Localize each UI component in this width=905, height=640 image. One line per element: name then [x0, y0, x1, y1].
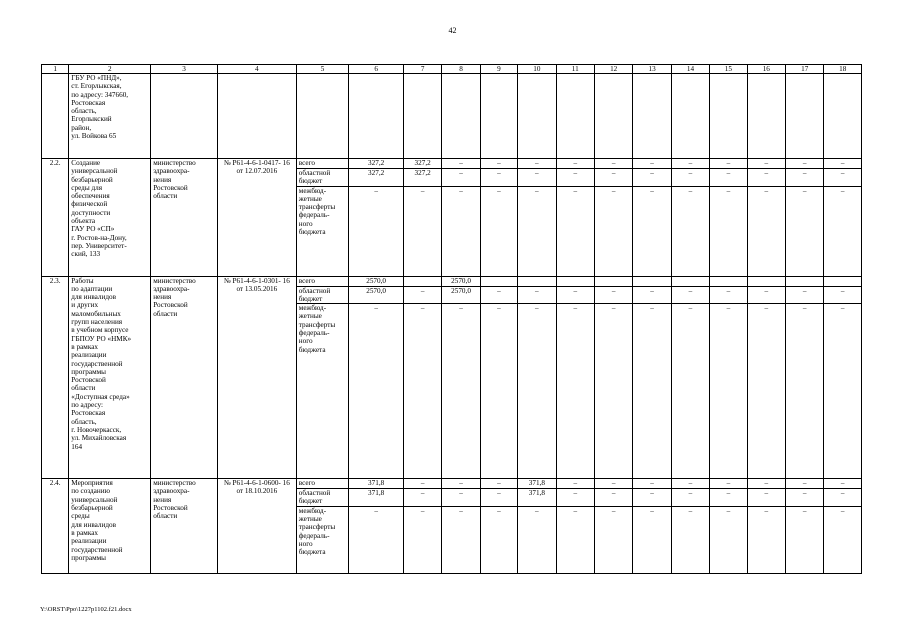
value-cell: – [785, 159, 823, 169]
value-cell [556, 276, 594, 286]
value-cell: – [594, 286, 632, 304]
empty-cell [349, 74, 404, 159]
value-cell: – [349, 304, 404, 479]
value-cell: – [785, 489, 823, 507]
value-cell [480, 276, 517, 286]
value-cell: – [480, 489, 517, 507]
funding-source: областной бюджет [296, 169, 349, 187]
item-name: Мероприятия по созданию универсальной безбарьерной среды для инвалидов в рамках реализации государственной программы [69, 479, 151, 574]
value-cell: – [785, 304, 823, 479]
value-cell: – [633, 286, 671, 304]
item-ministry: министерство здравоохра- нения Ростовской области [151, 159, 218, 277]
header-cell: 13 [633, 65, 671, 74]
empty-cell [518, 74, 556, 159]
table-row [42, 74, 862, 159]
value-cell: 2570,0 [442, 286, 480, 304]
value-cell: – [785, 186, 823, 276]
header-cell: 9 [480, 65, 517, 74]
value-cell: – [710, 506, 747, 573]
header-cell: 11 [556, 65, 594, 74]
funding-source: межбюд- жетные трансферты федераль- ного бюджета [296, 304, 349, 479]
value-cell: – [710, 304, 747, 479]
header-cell: 10 [518, 65, 556, 74]
value-cell: – [442, 489, 480, 507]
value-cell [594, 276, 632, 286]
value-cell: – [518, 186, 556, 276]
header-cell: 16 [747, 65, 785, 74]
value-cell: 371,8 [349, 489, 404, 507]
value-cell: – [518, 286, 556, 304]
header-cell: 2 [69, 65, 151, 74]
value-cell: 2570,0 [442, 276, 480, 286]
funding-source: межбюд- жетные трансферты федераль- ного бюджета [296, 506, 349, 573]
header-cell: 15 [710, 65, 747, 74]
value-cell: – [403, 506, 441, 573]
value-cell: – [671, 489, 709, 507]
empty-cell [671, 74, 709, 159]
header-cell: 18 [824, 65, 862, 74]
value-cell: – [518, 506, 556, 573]
value-cell [403, 276, 441, 286]
value-cell: – [633, 489, 671, 507]
item-document: № Р61-4-6-1-0301- 16 от 13.05.2016 [217, 276, 296, 479]
funding-source: межбюд- жетные трансферты федераль- ного бюджета [296, 186, 349, 276]
value-cell: – [747, 479, 785, 489]
empty-cell [824, 74, 862, 159]
header-cell: 17 [785, 65, 823, 74]
value-cell: – [442, 304, 480, 479]
value-cell: – [824, 304, 862, 479]
value-cell: 327,2 [349, 159, 404, 169]
value-cell: – [747, 489, 785, 507]
item-number: 2.2. [42, 159, 69, 277]
value-cell: – [594, 186, 632, 276]
header-cell: 4 [217, 65, 296, 74]
value-cell: – [824, 506, 862, 573]
value-cell: – [556, 489, 594, 507]
value-cell: – [403, 479, 441, 489]
value-cell [633, 276, 671, 286]
empty-cell [556, 74, 594, 159]
item-number: 2.3. [42, 276, 69, 479]
value-cell: – [671, 506, 709, 573]
value-cell: – [594, 169, 632, 187]
value-cell [518, 276, 556, 286]
value-cell [785, 276, 823, 286]
empty-cell [785, 74, 823, 159]
value-cell: – [442, 506, 480, 573]
value-cell: – [556, 286, 594, 304]
value-cell: – [633, 479, 671, 489]
value-cell: – [403, 286, 441, 304]
item-ministry: министерство здравоохра- нения Ростовской области [151, 276, 218, 479]
table-row [42, 479, 862, 489]
header-row [42, 65, 862, 74]
value-cell: – [824, 169, 862, 187]
value-cell: – [556, 159, 594, 169]
value-cell [747, 276, 785, 286]
value-cell: – [594, 304, 632, 479]
value-cell: – [442, 479, 480, 489]
value-cell: – [556, 169, 594, 187]
item-name: ГБУ РО «ПНД», ст. Егорлыкская, по адресу: 347660, Ростовская область, Егорлыкский район, ул. Войкова 65 [69, 74, 151, 159]
value-cell: – [594, 506, 632, 573]
value-cell: – [518, 169, 556, 187]
value-cell: – [403, 186, 441, 276]
funding-source: областной бюджет [296, 286, 349, 304]
item-ministry: министерство здравоохра- нения Ростовской области [151, 479, 218, 574]
value-cell: – [747, 304, 785, 479]
value-cell: – [710, 169, 747, 187]
value-cell: – [403, 489, 441, 507]
value-cell [671, 276, 709, 286]
empty-cell [403, 74, 441, 159]
value-cell: – [747, 186, 785, 276]
value-cell: – [824, 479, 862, 489]
empty-cell [633, 74, 671, 159]
header-cell: 5 [296, 65, 349, 74]
value-cell: – [671, 479, 709, 489]
value-cell: – [480, 479, 517, 489]
value-cell: – [480, 304, 517, 479]
value-cell: – [480, 169, 517, 187]
value-cell: – [349, 186, 404, 276]
value-cell: – [403, 304, 441, 479]
item-name: Работы по адаптации для инвалидов и других маломобильных групп населения в учебном корпусе ГБПОУ РО «НМК» в рамках реализации государственной программы Ростовской области «Доступная среда» по адресу: Ростовская область, г. Новочеркасск, ул. Михайловская 164 [69, 276, 151, 479]
value-cell: – [594, 479, 632, 489]
header-cell: 14 [671, 65, 709, 74]
item-number: 2.4. [42, 479, 69, 574]
value-cell: – [594, 159, 632, 169]
value-cell: – [556, 479, 594, 489]
value-cell: – [785, 506, 823, 573]
value-cell: – [633, 186, 671, 276]
value-cell: – [710, 186, 747, 276]
value-cell: – [556, 304, 594, 479]
value-cell: 371,8 [518, 489, 556, 507]
value-cell: – [824, 286, 862, 304]
value-cell: – [480, 506, 517, 573]
value-cell: – [556, 506, 594, 573]
header-cell: 1 [42, 65, 69, 74]
funding-source: всего [296, 276, 349, 286]
value-cell: – [785, 479, 823, 489]
value-cell [824, 276, 862, 286]
funding-source: областной бюджет [296, 489, 349, 507]
value-cell: – [747, 506, 785, 573]
value-cell: – [442, 159, 480, 169]
table-row [42, 276, 862, 286]
value-cell: – [785, 169, 823, 187]
value-cell: – [785, 286, 823, 304]
value-cell: 2570,0 [349, 286, 404, 304]
table-row [42, 159, 862, 169]
value-cell: 327,2 [403, 159, 441, 169]
value-cell: 371,8 [518, 479, 556, 489]
empty-cell [710, 74, 747, 159]
value-cell: 371,8 [349, 479, 404, 489]
empty-cell [296, 74, 349, 159]
value-cell: – [710, 489, 747, 507]
value-cell: – [671, 304, 709, 479]
financing-table [41, 64, 862, 574]
value-cell: – [518, 159, 556, 169]
header-cell: 12 [594, 65, 632, 74]
empty-cell [442, 74, 480, 159]
value-cell: – [442, 186, 480, 276]
funding-source: всего [296, 479, 349, 489]
value-cell: – [747, 286, 785, 304]
empty-cell [594, 74, 632, 159]
footer-file-path: Y:\ORST\Ppo\1227p1102.f21.docx [40, 606, 132, 613]
header-cell: 7 [403, 65, 441, 74]
value-cell: – [480, 286, 517, 304]
value-cell: – [442, 169, 480, 187]
value-cell: – [671, 159, 709, 169]
value-cell: – [824, 489, 862, 507]
header-cell: 8 [442, 65, 480, 74]
value-cell: – [710, 159, 747, 169]
value-cell: – [518, 304, 556, 479]
value-cell: – [747, 169, 785, 187]
value-cell: – [633, 304, 671, 479]
value-cell: – [349, 506, 404, 573]
empty-cell [747, 74, 785, 159]
value-cell: – [594, 489, 632, 507]
value-cell: – [480, 159, 517, 169]
value-cell: – [671, 286, 709, 304]
value-cell: – [633, 506, 671, 573]
value-cell [710, 276, 747, 286]
value-cell: – [671, 186, 709, 276]
funding-source: всего [296, 159, 349, 169]
item-name: Создание универсальной безбарьерной среды для обеспечения физической доступности объекта ГАУ РО «СП» г. Ростов-на-Дону, пер. Университет- ский, 133 [69, 159, 151, 277]
header-cell: 3 [151, 65, 218, 74]
item-document: № Р61-4-6-1-0417- 16 от 12.07.2016 [217, 159, 296, 277]
value-cell: 327,2 [349, 169, 404, 187]
empty-cell [480, 74, 517, 159]
value-cell: – [747, 159, 785, 169]
item-number [42, 74, 69, 159]
value-cell: – [480, 186, 517, 276]
value-cell: – [824, 186, 862, 276]
value-cell: – [710, 286, 747, 304]
page-number: 42 [448, 26, 457, 35]
empty-cell [151, 74, 218, 159]
value-cell: – [671, 169, 709, 187]
value-cell: – [710, 479, 747, 489]
value-cell: 327,2 [403, 169, 441, 187]
value-cell: 2570,0 [349, 276, 404, 286]
value-cell: – [633, 159, 671, 169]
item-document: № Р61-4-6-1-0600- 16 от 18.10.2016 [217, 479, 296, 574]
value-cell: – [633, 169, 671, 187]
header-cell: 6 [349, 65, 404, 74]
empty-cell [217, 74, 296, 159]
value-cell: – [556, 186, 594, 276]
value-cell: – [824, 159, 862, 169]
